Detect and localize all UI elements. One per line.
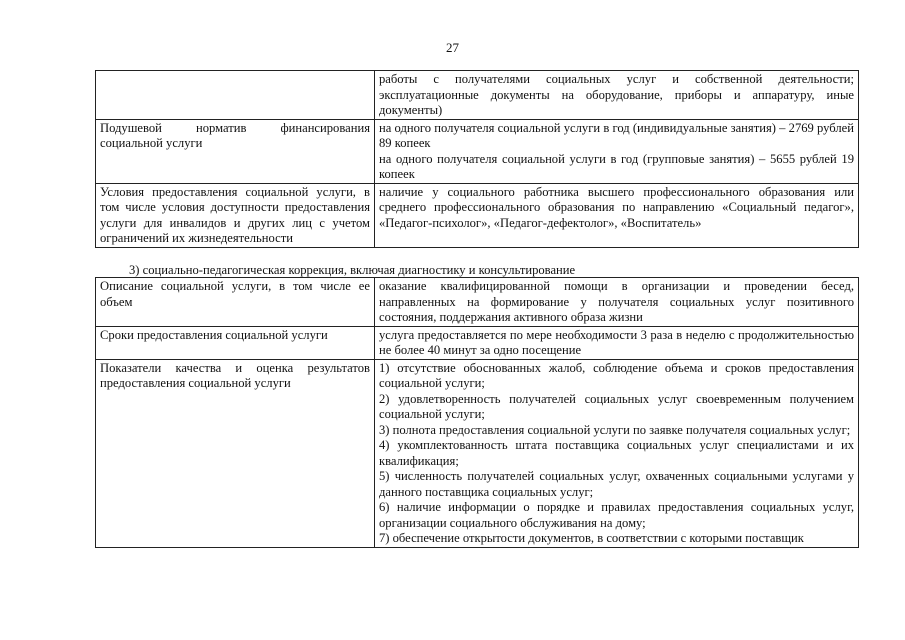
row-label: Подушевой норматив финансирования социальной услуги [96, 119, 375, 183]
section-heading: 3) социально-педагогическая коррекция, включая диагностику и консультирование [129, 263, 576, 277]
row-label: Сроки предоставления социальной услуги [96, 326, 375, 359]
row-label: Условия предоставления социальной услуги, в том числе условия доступности предоставления услуги для инвалидов и других лиц с учетом ограничений их жизнедеятельности [96, 183, 375, 247]
quality-indicator: 7) обеспечение открытости документов, в соответствии с которыми поставщик [379, 531, 804, 545]
value-line: на одного получателя социальной услуги в год (индивидуальные занятия) – 2769 рублей 89 копеек [379, 120, 854, 150]
quality-indicator: 1) отсутствие обоснованных жалоб, соблюдение объема и сроков предоставления социальной услуги; [379, 360, 854, 390]
row-label: Показатели качества и оценка результатов предоставления социальной услуги [96, 359, 375, 547]
table-row [96, 183, 859, 247]
quality-indicator: 5) численность получателей социальных услуг, охваченных социальными услугами у данного поставщика социальных услуг; [379, 469, 854, 499]
row-value [375, 119, 859, 183]
table-row [96, 278, 859, 327]
table-row [96, 119, 859, 183]
row-value: наличие у социального работника высшего профессионального образования или среднего профессионального образования по направлению «Социальный педагог», «Педагог-психолог», «Педагог-дефектолог», «Воспитатель» [375, 183, 859, 247]
services-table-continued [95, 70, 859, 248]
page-number: 27 [446, 40, 459, 55]
quality-indicator: 2) удовлетворенность получателей социальных услуг своевременным получением социальной услуги; [379, 391, 854, 421]
row-value: услуга предоставляется по мере необходимости 3 раза в неделю с продолжительностью не более 40 минут за одно посещение [375, 326, 859, 359]
quality-indicator: 4) укомплектованность штата поставщика социальных услуг специалистами и их квалификация; [379, 438, 854, 468]
row-value [375, 359, 859, 547]
services-table [95, 277, 859, 548]
row-value: работы с получателями социальных услуг и собственной деятельности; эксплуатационные документы на оборудование, приборы и аппаратуру, иные документы) [375, 71, 859, 120]
table-row [96, 326, 859, 359]
quality-indicator: 6) наличие информации о порядке и правилах предоставления социальных услуг, организации социального обслуживания на дому; [379, 500, 854, 530]
value-line: на одного получателя социальной услуги в год (групповые занятия) – 5655 рублей 19 копеек [379, 151, 854, 181]
row-label: Описание социальной услуги, в том числе ее объем [96, 278, 375, 327]
row-value: оказание квалифицированной помощи в организации и проведении бесед, направленных на формирование у получателя социальных услуг позитивного состояния, поддержания активного образа жизни [375, 278, 859, 327]
table-row [96, 359, 859, 547]
row-label [96, 71, 375, 120]
table-row [96, 71, 859, 120]
quality-indicator: 3) полнота предоставления социальной услуги по заявке получателя социальных услуг; [379, 422, 851, 437]
